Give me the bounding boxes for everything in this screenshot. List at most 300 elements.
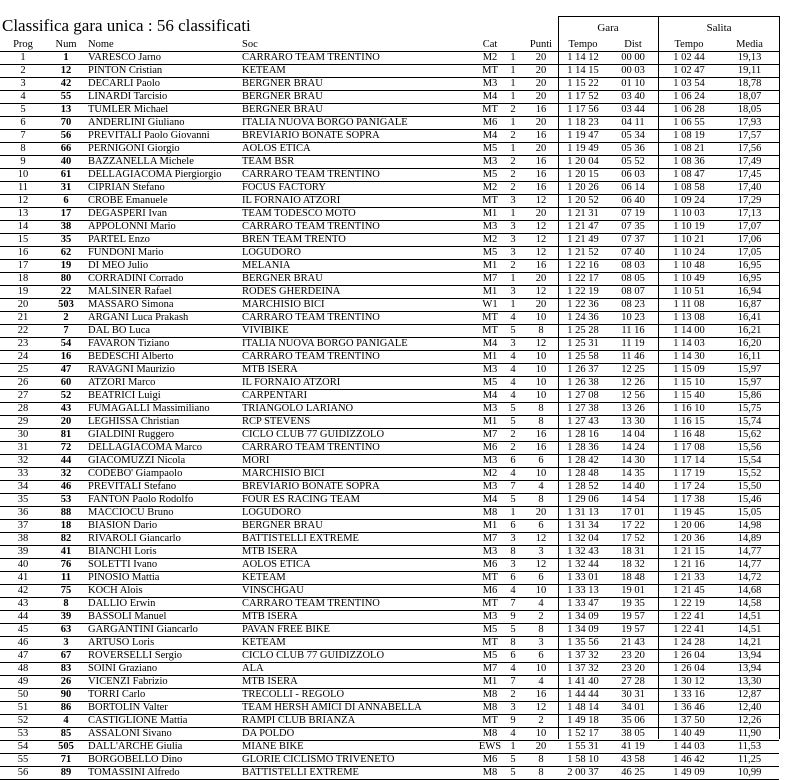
cell-soc: DA POLDO (242, 728, 295, 739)
table-row (0, 182, 779, 195)
cell-nome: BEDESCHI Alberto (88, 351, 174, 362)
cell-prog: 11 (17, 182, 29, 193)
cell-punti: 20 (535, 208, 547, 219)
col-header-cat-rank (502, 38, 524, 52)
cell-punti: 8 (538, 403, 544, 414)
cell-soc: TRIANGOLO LARIANO (242, 403, 354, 414)
cell-salita-tempo: 1 10 51 (673, 286, 705, 297)
cell-media: 14,21 (737, 637, 762, 648)
cell-dist: 19 57 (621, 624, 645, 635)
cell-cat: M3 (482, 78, 498, 89)
cell-nome: MALSINER Rafael (88, 286, 172, 297)
cell-salita-tempo: 1 16 15 (673, 416, 705, 427)
cell-punti: 20 (535, 507, 547, 518)
cell-tempo: 1 31 13 (567, 507, 599, 518)
cell-media: 14,68 (737, 585, 762, 596)
cell-salita-tempo: 1 17 19 (673, 468, 705, 479)
cell-soc: KETEAM (242, 637, 286, 648)
cell-prog: 48 (17, 663, 29, 674)
cell-dist: 27 28 (621, 676, 645, 687)
cell-prog: 53 (17, 728, 29, 739)
cell-dist: 23 20 (621, 650, 645, 661)
cell-salita-tempo: 1 17 24 (673, 481, 705, 492)
cell-dist: 08 23 (621, 299, 645, 310)
cell-media: 12,87 (737, 689, 762, 700)
cell-cat: M2 (482, 234, 498, 245)
cell-soc: RODES GHERDEINA (242, 286, 341, 297)
cell-nome: PARTEL Enzo (88, 234, 150, 245)
table-row (0, 702, 779, 715)
cell-media: 14,89 (737, 533, 762, 544)
cell-cat-rank: 2 (510, 260, 516, 271)
cell-dist: 18 48 (621, 572, 645, 583)
cell-cat-rank: 7 (510, 481, 516, 492)
cell-dist: 11 46 (621, 351, 645, 362)
cell-tempo: 1 20 52 (567, 195, 599, 206)
cell-num: 26 (60, 676, 72, 687)
cell-prog: 32 (17, 455, 29, 466)
cell-dist: 18 31 (621, 546, 645, 557)
cell-salita-tempo: 1 21 33 (673, 572, 705, 583)
cell-cat: M4 (482, 338, 498, 349)
cell-media: 18,78 (737, 78, 762, 89)
cell-num: 81 (60, 429, 72, 440)
cell-tempo: 1 21 52 (567, 247, 599, 258)
table-row (0, 442, 779, 455)
cell-tempo: 1 19 49 (567, 143, 599, 154)
cell-num: 12 (60, 65, 72, 76)
cell-cat-rank: 4 (510, 377, 516, 388)
cell-punti: 12 (535, 247, 547, 258)
cell-num: 42 (60, 78, 72, 89)
cell-nome: BAZZANELLA Michele (88, 156, 194, 167)
table-row (0, 325, 779, 338)
cell-media: 11,90 (737, 728, 762, 739)
cell-prog: 41 (17, 572, 29, 583)
col-header-dist: Dist (624, 39, 642, 50)
cell-media: 13,94 (737, 663, 762, 674)
cell-nome: TOMASSINI Alfredo (88, 767, 180, 778)
table-row (0, 377, 779, 390)
cell-dist: 17 22 (621, 520, 645, 531)
cell-prog: 20 (17, 299, 29, 310)
cell-media: 15,62 (737, 429, 762, 440)
cell-media: 15,97 (737, 364, 762, 375)
cell-punti: 6 (538, 520, 544, 531)
col-header-media: Media (736, 39, 763, 50)
table-row (0, 754, 779, 767)
cell-soc: MELANIA (242, 260, 291, 271)
cell-media: 14,77 (737, 559, 762, 570)
table-header-row (0, 38, 779, 52)
cell-salita-tempo: 1 22 41 (673, 624, 705, 635)
cell-salita-tempo: 1 26 04 (673, 663, 705, 674)
table-row (0, 416, 779, 429)
cell-media: 17,07 (737, 221, 762, 232)
cell-dist: 07 35 (621, 221, 645, 232)
cell-prog: 26 (17, 377, 29, 388)
cell-salita-tempo: 1 11 08 (673, 299, 705, 310)
cell-dist: 08 03 (621, 260, 645, 271)
cell-tempo: 1 28 52 (567, 481, 599, 492)
cell-dist: 17 52 (621, 533, 645, 544)
cell-num: 4 (63, 715, 69, 726)
page-title: Classifica gara unica : 56 classificati (2, 16, 251, 35)
cell-tempo: 1 27 08 (567, 390, 599, 401)
cell-dist: 03 40 (621, 91, 645, 102)
cell-salita-tempo: 1 06 24 (673, 91, 705, 102)
cell-cat-rank: 6 (510, 650, 516, 661)
cell-punti: 20 (535, 52, 547, 63)
cell-salita-tempo: 1 21 15 (673, 546, 705, 557)
table-row (0, 611, 779, 624)
cell-nome: CIPRIAN Stefano (88, 182, 165, 193)
cell-cat-rank: 3 (510, 221, 516, 232)
cell-prog: 7 (20, 130, 26, 141)
cell-punti: 8 (538, 494, 544, 505)
cell-dist: 17 01 (621, 507, 645, 518)
cell-num: 70 (60, 117, 72, 128)
cell-salita-tempo: 1 33 16 (673, 689, 705, 700)
cell-salita-tempo: 1 19 45 (673, 507, 705, 518)
cell-num: 83 (60, 663, 72, 674)
cell-tempo: 1 24 36 (567, 312, 599, 323)
cell-cat-rank: 4 (510, 728, 516, 739)
cell-cat: M5 (482, 624, 498, 635)
cell-num: 53 (60, 494, 72, 505)
cell-nome: CORRADINI Corrado (88, 273, 184, 284)
col-header-salita-tempo: Tempo (674, 39, 704, 50)
cell-nome: PREVITALI Paolo Giovanni (88, 130, 210, 141)
cell-cat: M3 (482, 481, 498, 492)
cell-salita-tempo: 1 22 19 (673, 598, 705, 609)
table-row (0, 689, 779, 702)
cell-salita-tempo: 1 26 04 (673, 650, 705, 661)
cell-num: 2 (63, 312, 69, 323)
cell-media: 14,72 (737, 572, 762, 583)
cell-dist: 08 07 (621, 286, 645, 297)
table-row (0, 507, 779, 520)
cell-prog: 35 (17, 494, 29, 505)
cell-cat-rank: 2 (510, 442, 516, 453)
cell-nome: RAVAGNI Maurizio (88, 364, 175, 375)
cell-salita-tempo: 1 16 48 (673, 429, 705, 440)
cell-nome: BORTOLIN Valter (88, 702, 168, 713)
cell-num: 17 (60, 208, 72, 219)
cell-cat: MT (482, 715, 498, 726)
cell-punti: 20 (535, 117, 547, 128)
cell-soc: BREVIARIO BONATE SOPRA (242, 481, 380, 492)
cell-nome: PINTON Cristian (88, 65, 163, 76)
cell-cat: M5 (482, 169, 498, 180)
cell-soc: ALA (242, 663, 264, 674)
cell-cat-rank: 7 (510, 598, 516, 609)
cell-tempo: 1 37 32 (567, 663, 599, 674)
cell-cat-rank: 5 (510, 494, 516, 505)
cell-soc: PAVAN FREE BIKE (242, 624, 330, 635)
cell-punti: 10 (535, 351, 547, 362)
cell-punti: 8 (538, 416, 544, 427)
table-row (0, 104, 779, 117)
cell-prog: 50 (17, 689, 29, 700)
cell-num: 22 (60, 286, 72, 297)
table-row (0, 117, 779, 130)
cell-cat-rank: 1 (510, 741, 516, 752)
cell-soc: CARRARO TEAM TRENTINO (242, 351, 380, 362)
cell-media: 15,50 (737, 481, 762, 492)
cell-cat-rank: 4 (510, 312, 516, 323)
cell-tempo: 1 52 17 (567, 728, 599, 739)
cell-punti: 4 (538, 481, 544, 492)
cell-salita-tempo: 1 14 00 (673, 325, 705, 336)
cell-cat: M8 (482, 767, 498, 778)
cell-salita-tempo: 1 10 19 (673, 221, 705, 232)
cell-media: 16,41 (737, 312, 762, 323)
cell-prog: 31 (17, 442, 29, 453)
cell-nome: PERNIGONI Giorgio (88, 143, 180, 154)
cell-num: 54 (60, 338, 72, 349)
table-row (0, 260, 779, 273)
cell-tempo: 1 28 16 (567, 429, 599, 440)
cell-soc: FOCUS FACTORY (242, 182, 326, 193)
cell-cat-rank: 2 (510, 104, 516, 115)
cell-tempo: 1 25 58 (567, 351, 599, 362)
cell-num: 46 (60, 481, 72, 492)
table-row (0, 299, 779, 312)
cell-nome: TUMLER Michael (88, 104, 169, 115)
cell-tempo: 1 55 31 (567, 741, 599, 752)
cell-salita-tempo: 1 08 21 (673, 143, 705, 154)
cell-cat: MT (482, 598, 498, 609)
cell-media: 16,11 (737, 351, 762, 362)
cell-dist: 13 30 (621, 416, 645, 427)
cell-media: 16,20 (737, 338, 762, 349)
cell-num: 71 (60, 754, 72, 765)
cell-dist: 19 01 (621, 585, 645, 596)
cell-nome: GIALDINI Ruggero (88, 429, 175, 440)
cell-cat-rank: 2 (510, 182, 516, 193)
cell-nome: MASSARO Simona (88, 299, 174, 310)
cell-media: 18,07 (737, 91, 762, 102)
cell-cat-rank: 8 (510, 637, 516, 648)
cell-punti: 12 (535, 338, 547, 349)
cell-cat: M8 (482, 728, 498, 739)
table-row (0, 221, 779, 234)
cell-nome: ATZORI Marco (88, 377, 156, 388)
cell-prog: 29 (17, 416, 29, 427)
cell-cat: M6 (482, 117, 498, 128)
cell-media: 16,95 (737, 273, 762, 284)
cell-soc: BERGNER BRAU (242, 520, 323, 531)
cell-punti: 12 (535, 195, 547, 206)
cell-cat-rank: 4 (510, 663, 516, 674)
cell-cat: M8 (482, 702, 498, 713)
cell-cat-rank: 2 (510, 130, 516, 141)
cell-prog: 12 (17, 195, 29, 206)
cell-num: 66 (60, 143, 72, 154)
col-header-punti: Punti (529, 39, 553, 50)
cell-cat-rank: 1 (510, 91, 516, 102)
cell-tempo: 1 18 23 (567, 117, 599, 128)
cell-nome: KOCH Alois (88, 585, 143, 596)
cell-prog: 27 (17, 390, 29, 401)
cell-punti: 10 (535, 364, 547, 375)
cell-media: 17,06 (737, 234, 762, 245)
cell-punti: 16 (535, 104, 547, 115)
table-row (0, 169, 779, 182)
table-row (0, 741, 779, 754)
cell-soc: ITALIA NUOVA BORGO PANIGALE (242, 338, 408, 349)
cell-cat-rank: 2 (510, 169, 516, 180)
cell-media: 15,86 (737, 390, 762, 401)
cell-punti: 16 (535, 442, 547, 453)
cell-num: 8 (63, 598, 69, 609)
cell-nome: BIANCHI Loris (88, 546, 157, 557)
cell-tempo: 1 26 38 (567, 377, 599, 388)
table-row (0, 130, 779, 143)
cell-cat: M3 (482, 611, 498, 622)
cell-nome: VARESCO Jarno (88, 52, 162, 63)
cell-punti: 16 (535, 260, 547, 271)
cell-salita-tempo: 1 15 40 (673, 390, 705, 401)
cell-punti: 12 (535, 234, 547, 245)
cell-nome: LEGHISSA Christian (88, 416, 180, 427)
cell-num: 63 (60, 624, 72, 635)
cell-num: 67 (60, 650, 72, 661)
cell-salita-tempo: 1 17 14 (673, 455, 705, 466)
table-row (0, 91, 779, 104)
cell-soc: CARRARO TEAM TRENTINO (242, 442, 380, 453)
cell-dist: 01 10 (621, 78, 645, 89)
cell-num: 505 (58, 741, 74, 752)
cell-media: 10,99 (737, 767, 762, 778)
cell-salita-tempo: 1 10 21 (673, 234, 705, 245)
table-row (0, 65, 779, 78)
table-row (0, 351, 779, 364)
cell-salita-tempo: 1 21 45 (673, 585, 705, 596)
cell-dist: 00 00 (621, 52, 645, 63)
cell-soc: LOGUDORO (242, 247, 301, 258)
cell-tempo: 1 32 04 (567, 533, 599, 544)
table-row (0, 468, 779, 481)
cell-media: 16,95 (737, 260, 762, 271)
cell-dist: 04 11 (621, 117, 645, 128)
cell-soc: BERGNER BRAU (242, 78, 323, 89)
cell-nome: APPOLONNI Mario (88, 221, 176, 232)
cell-cat: MT (482, 312, 498, 323)
cell-punti: 10 (535, 390, 547, 401)
cell-soc: MARCHISIO BICI (242, 468, 325, 479)
cell-tempo: 1 37 32 (567, 650, 599, 661)
cell-prog: 37 (17, 520, 29, 531)
cell-dist: 06 14 (621, 182, 645, 193)
cell-dist: 14 24 (621, 442, 645, 453)
cell-cat-rank: 4 (510, 390, 516, 401)
cell-prog: 56 (17, 767, 29, 778)
cell-cat: M4 (482, 91, 498, 102)
cell-cat-rank: 6 (510, 572, 516, 583)
cell-punti: 20 (535, 299, 547, 310)
cell-dist: 18 32 (621, 559, 645, 570)
cell-num: 80 (60, 273, 72, 284)
cell-num: 90 (60, 689, 72, 700)
cell-cat-rank: 1 (510, 78, 516, 89)
cell-cat-rank: 6 (510, 520, 516, 531)
cell-salita-tempo: 1 14 03 (673, 338, 705, 349)
cell-nome: BASSOLI Manuel (88, 611, 167, 622)
cell-tempo: 1 22 17 (567, 273, 599, 284)
cell-prog: 39 (17, 546, 29, 557)
cell-media: 14,51 (737, 624, 762, 635)
cell-cat: M4 (482, 494, 498, 505)
cell-salita-tempo: 1 15 10 (673, 377, 705, 388)
cell-dist: 12 26 (621, 377, 645, 388)
cell-punti: 20 (535, 273, 547, 284)
cell-tempo: 1 14 15 (567, 65, 599, 76)
cell-nome: FAVARON Tiziano (88, 338, 170, 349)
cell-media: 17,56 (737, 143, 762, 154)
cell-dist: 03 44 (621, 104, 645, 115)
cell-cat: M2 (482, 52, 498, 63)
cell-tempo: 1 15 22 (567, 78, 599, 89)
cell-salita-tempo: 1 36 46 (673, 702, 705, 713)
cell-num: 32 (60, 468, 72, 479)
cell-salita-tempo: 1 13 08 (673, 312, 705, 323)
cell-tempo: 1 21 31 (567, 208, 599, 219)
table-row (0, 195, 779, 208)
cell-prog: 51 (17, 702, 29, 713)
cell-nome: FUNDONI Mario (88, 247, 164, 258)
cell-num: 61 (60, 169, 72, 180)
cell-prog: 33 (17, 468, 29, 479)
cell-cat: M7 (482, 533, 498, 544)
cell-cat: MT (482, 325, 498, 336)
cell-soc: MTB ISERA (242, 364, 298, 375)
cell-num: 75 (60, 585, 72, 596)
cell-media: 19,13 (737, 52, 762, 63)
col-header-cat: Cat (482, 39, 498, 50)
cell-dist: 43 58 (621, 754, 645, 765)
cell-media: 14,98 (737, 520, 762, 531)
results-table (0, 38, 779, 780)
cell-soc: BATTISTELLI EXTREME (242, 767, 359, 778)
cell-cat-rank: 1 (510, 65, 516, 76)
cell-prog: 36 (17, 507, 29, 518)
cell-media: 14,51 (737, 611, 762, 622)
cell-soc: CARRARO TEAM TRENTINO (242, 221, 380, 232)
cell-num: 20 (60, 416, 72, 427)
cell-punti: 16 (535, 156, 547, 167)
cell-prog: 17 (17, 260, 29, 271)
cell-dist: 05 36 (621, 143, 645, 154)
cell-tempo: 1 29 06 (567, 494, 599, 505)
cell-prog: 1 (20, 52, 26, 63)
cell-cat-rank: 7 (510, 676, 516, 687)
cell-punti: 20 (535, 143, 547, 154)
cell-num: 56 (60, 130, 72, 141)
cell-num: 52 (60, 390, 72, 401)
cell-tempo: 1 48 14 (567, 702, 599, 713)
cell-salita-tempo: 1 06 55 (673, 117, 705, 128)
cell-cat-rank: 1 (510, 117, 516, 128)
cell-cat: M3 (482, 546, 498, 557)
cell-tempo: 1 22 16 (567, 260, 599, 271)
table-row (0, 728, 779, 741)
cell-prog: 38 (17, 533, 29, 544)
cell-nome: ARTUSO Loris (88, 637, 155, 648)
cell-cat: M3 (482, 403, 498, 414)
cell-dist: 06 03 (621, 169, 645, 180)
